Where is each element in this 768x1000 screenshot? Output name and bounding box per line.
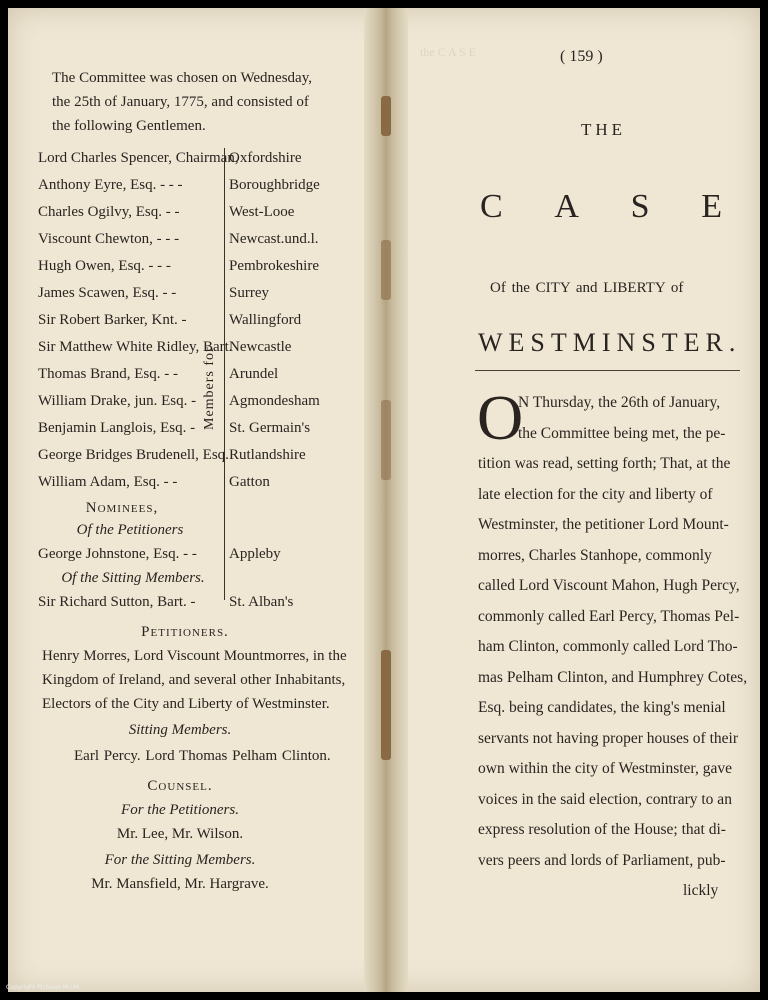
- petitioners-heading: Petitioners.: [141, 624, 229, 640]
- members-for-label: Members for: [202, 346, 217, 430]
- member-name: James Scawen, Esq. - -: [38, 285, 177, 301]
- body-line: lickly: [683, 882, 719, 899]
- nominee-place: St. Alban's: [229, 594, 294, 610]
- body-line: own within the city of Westminster, gave: [478, 760, 732, 777]
- title-letter: C: [480, 188, 503, 225]
- petitioners-line: Electors of the City and Liberty of Westminster.: [42, 696, 330, 712]
- body-line: tition was read, setting forth; That, at the: [478, 455, 731, 472]
- member-place: Newcast.und.l.: [229, 231, 319, 247]
- nominee-place: Appleby: [229, 546, 281, 562]
- member-name: Benjamin Langlois, Esq. -: [38, 420, 196, 436]
- body-line: called Lord Viscount Mahon, Hugh Percy,: [478, 577, 740, 594]
- body-line: mas Pelham Clinton, and Humphrey Cotes,: [478, 668, 748, 686]
- spine-stitch: [381, 96, 391, 136]
- body-line: the Committee being met, the pe-: [518, 424, 726, 442]
- title-letter: A: [554, 188, 579, 225]
- member-name: Viscount Chewton, - - -: [38, 231, 180, 247]
- members-brace: [218, 148, 225, 600]
- body-line: late election for the city and liberty of: [478, 485, 713, 503]
- member-name: William Adam, Esq. - -: [38, 474, 178, 490]
- counsel-heading: Counsel.: [147, 778, 213, 794]
- sitting-members-heading: Sitting Members.: [128, 722, 232, 738]
- of-petitioners-label: Of the Petitioners: [76, 522, 184, 538]
- page-number: ( 159 ): [560, 48, 603, 65]
- sitting-members-line: Earl Percy. Lord Thomas Pelham Clinton.: [74, 748, 331, 764]
- member-place: Wallingford: [229, 312, 302, 328]
- body-line: commonly called Earl Percy, Thomas Pel-: [478, 607, 740, 625]
- member-name: Thomas Brand, Esq. - -: [38, 366, 178, 382]
- body-line: morres, Charles Stanhope, commonly: [478, 546, 712, 564]
- member-name: George Bridges Brudenell, Esq.: [38, 447, 229, 463]
- copyright-watermark: Copyright Pictures M.I.M.: [6, 984, 81, 991]
- member-place: Arundel: [229, 366, 279, 382]
- body-text: [477, 382, 748, 907]
- member-place: Rutlandshire: [229, 447, 306, 463]
- show-through-text: the C A S E: [420, 45, 477, 59]
- member-place: Agmondesham: [229, 393, 320, 409]
- body-line: N Thursday, the 26th of January,: [518, 394, 721, 411]
- body-line: Esq. being candidates, the king's menial: [478, 699, 726, 716]
- petitioners-line: Kingdom of Ireland, and several other Inhabitants,: [42, 672, 346, 688]
- title-westminster: WESTMINSTER.: [478, 328, 742, 357]
- body-line: express resolution of the House; that di-: [478, 821, 726, 838]
- member-place: Oxfordshire: [229, 150, 302, 166]
- spine-stitch: [381, 240, 391, 300]
- nominee-name: Sir Richard Sutton, Bart. -: [38, 594, 196, 610]
- spine-stitch: [381, 400, 391, 480]
- title-the: THE: [581, 120, 627, 139]
- member-name: William Drake, jun. Esq. -: [38, 393, 197, 409]
- member-place: West-Looe: [229, 204, 295, 220]
- title-case: [480, 188, 722, 226]
- member-name: Hugh Owen, Esq. - - -: [38, 258, 171, 274]
- petitioners-counsel: Mr. Lee, Mr. Wilson.: [116, 826, 244, 842]
- member-place: Surrey: [229, 285, 269, 301]
- of-sitting-members-label: Of the Sitting Members.: [61, 570, 205, 586]
- title-letter: S: [630, 188, 650, 225]
- title-of-line: Of the CITY and LIBERTY of: [490, 280, 684, 296]
- committee-heading: The Committee was chosen on Wednesday, the 25th of January, 1775, and consisted of the following Gentlemen.: [52, 70, 312, 134]
- body-line: servants not having proper houses of their: [478, 729, 738, 747]
- member-name: Sir Robert Barker, Knt. -: [38, 312, 187, 328]
- member-place: Gatton: [229, 474, 270, 490]
- member-name: Lord Charles Spencer, Chairman,: [38, 150, 239, 166]
- body-line: vers peers and lords of Parliament, pub-: [478, 851, 726, 869]
- nominee-name: George Johnstone, Esq. - -: [38, 546, 197, 562]
- member-name: Sir Matthew White Ridley, Bart.: [38, 339, 233, 355]
- spine-stitch: [381, 650, 391, 760]
- petitioners-line: Henry Morres, Lord Viscount Mountmorres, in the: [42, 648, 347, 664]
- for-petitioners-label: For the Petitioners.: [121, 802, 239, 818]
- body-line: voices in the said election, contrary to an: [478, 790, 732, 808]
- book-spine: [364, 8, 408, 992]
- sitting-counsel: Mr. Mansfield, Mr. Hargrave.: [91, 876, 269, 892]
- drop-cap: O: [477, 382, 524, 453]
- title-letter: E: [701, 188, 722, 225]
- member-name: Anthony Eyre, Esq. - - -: [38, 177, 183, 193]
- member-name: Charles Ogilvy, Esq. - -: [38, 204, 180, 220]
- body-line: Westminster, the petitioner Lord Mount-: [478, 516, 729, 533]
- member-place: Boroughbridge: [229, 177, 320, 193]
- member-place: Newcastle: [229, 339, 292, 355]
- member-place: St. Germain's: [229, 420, 311, 436]
- nominees-heading: Nominees,: [85, 500, 159, 516]
- member-place: Pembrokeshire: [229, 258, 319, 274]
- body-line: ham Clinton, commonly called Lord Tho-: [478, 638, 738, 655]
- title-rule: [475, 370, 740, 371]
- for-sitting-members-label: For the Sitting Members.: [104, 852, 256, 868]
